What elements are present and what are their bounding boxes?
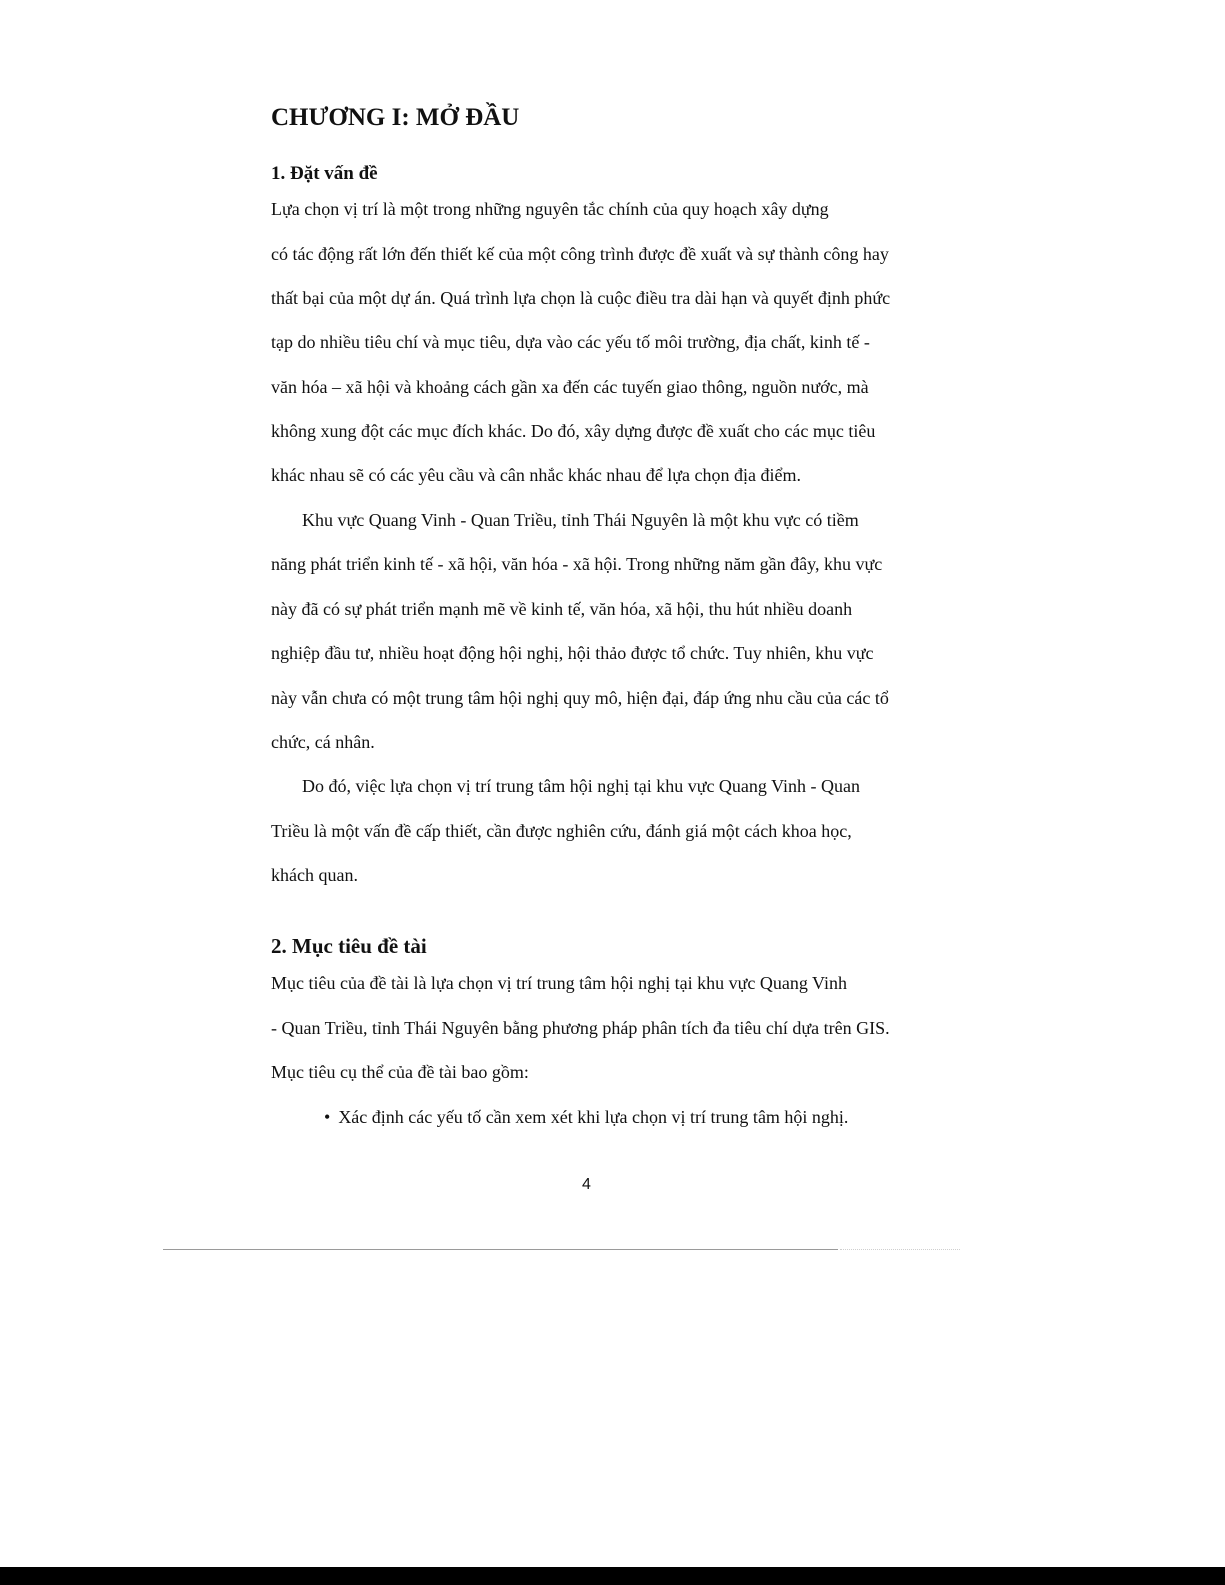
- paragraph-line: văn hóa – xã hội và khoảng cách gần xa đến các tuyến giao thông, nguồn nước, mà: [271, 377, 869, 397]
- paragraph-line: năng phát triển kinh tế - xã hội, văn hóa - xã hội. Trong những năm gần đây, khu vực: [271, 554, 883, 574]
- footer-divider: [163, 1249, 838, 1250]
- page-number: 4: [582, 1176, 591, 1193]
- bullet-item: [324, 1106, 848, 1128]
- section-heading-2: 2. Mục tiêu đề tài: [271, 934, 427, 958]
- paragraph-line: khác nhau sẽ có các yêu cầu và cân nhắc khác nhau để lựa chọn địa điểm.: [271, 465, 802, 485]
- paragraph-line: chức, cá nhân.: [271, 732, 375, 752]
- paragraph-line: khách quan.: [271, 865, 358, 885]
- bullet-text: Xác định các yếu tố cần xem xét khi lựa chọn vị trí trung tâm hội nghị.: [338, 1107, 849, 1127]
- paragraph-line: tạp do nhiều tiêu chí và mục tiêu, dựa vào các yếu tố môi trường, địa chất, kinh tế -: [271, 332, 870, 352]
- paragraph-line: Do đó, việc lựa chọn vị trí trung tâm hội nghị tại khu vực Quang Vinh - Quan: [302, 776, 860, 796]
- paragraph-line: nghiệp đầu tư, nhiều hoạt động hội nghị, hội thảo được tổ chức. Tuy nhiên, khu vực: [271, 643, 874, 663]
- paragraph-line: có tác động rất lớn đến thiết kế của một công trình được đề xuất và sự thành công hay: [271, 244, 889, 264]
- paragraph-line: Mục tiêu của đề tài là lựa chọn vị trí trung tâm hội nghị tại khu vực Quang Vinh: [271, 973, 847, 993]
- paragraph-line: Khu vực Quang Vinh - Quan Triều, tỉnh Thái Nguyên là một khu vực có tiềm: [302, 510, 859, 530]
- paragraph-line: thất bại của một dự án. Quá trình lựa chọn là cuộc điều tra dài hạn và quyết định phức: [271, 288, 891, 308]
- paragraph-line: này đã có sự phát triển mạnh mẽ về kinh tế, văn hóa, xã hội, thu hút nhiều doanh: [271, 599, 853, 619]
- chapter-title: CHƯƠNG I: MỞ ĐẦU: [271, 104, 520, 131]
- bottom-border-bar: [0, 1567, 1225, 1585]
- bullet-dot-icon: •: [324, 1107, 331, 1127]
- paragraph-line: Lựa chọn vị trí là một trong những nguyên tắc chính của quy hoạch xây dựng: [271, 199, 829, 219]
- paragraph-line: không xung đột các mục đích khác. Do đó, xây dựng được đề xuất cho các mục tiêu: [271, 421, 876, 441]
- footer-divider-faint: [840, 1249, 960, 1250]
- section-heading-1: 1. Đặt vấn đề: [271, 163, 378, 184]
- paragraph-line: - Quan Triều, tỉnh Thái Nguyên bằng phương pháp phân tích đa tiêu chí dựa trên GIS.: [271, 1018, 890, 1038]
- paragraph-line: Mục tiêu cụ thể của đề tài bao gồm:: [271, 1062, 529, 1082]
- paragraph-line: Triều là một vấn đề cấp thiết, cần được nghiên cứu, đánh giá một cách khoa học,: [271, 821, 852, 841]
- paragraph-line: này vẫn chưa có một trung tâm hội nghị quy mô, hiện đại, đáp ứng nhu cầu của các tổ: [271, 688, 889, 708]
